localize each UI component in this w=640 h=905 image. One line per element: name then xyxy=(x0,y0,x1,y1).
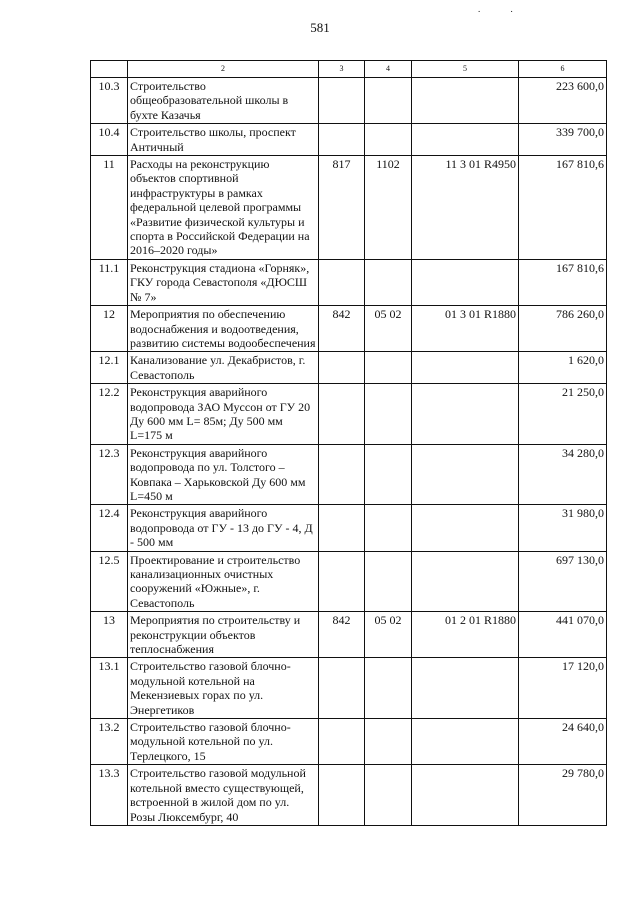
row-code-5: 01 3 01 R1880 xyxy=(412,306,519,352)
row-number: 12 xyxy=(91,306,128,352)
row-number: 12.1 xyxy=(91,352,128,384)
row-name: Мероприятия по строительству и реконструкции объектов теплоснабжения xyxy=(128,612,319,658)
row-code-4: 05 02 xyxy=(365,612,412,658)
row-number: 10.3 xyxy=(91,78,128,124)
row-name: Реконструкция аварийного водопровода по ул. Толстого – Ковпака – Харьковской Ду 600 мм L=450 м xyxy=(128,444,319,505)
row-name: Реконструкция аварийного водопровода ЗАО Муссон от ГУ 20 Ду 600 мм L= 85м; Ду 500 мм L=175 м xyxy=(128,384,319,445)
row-code-5 xyxy=(412,78,519,124)
row-code-4 xyxy=(365,658,412,719)
row-code-3 xyxy=(319,551,365,612)
table-row xyxy=(91,551,607,612)
row-sum: 1 620,0 xyxy=(519,352,607,384)
row-code-5 xyxy=(412,505,519,551)
row-name: Расходы на реконструкцию объектов спортивной инфраструктуры в рамках федеральной целевой программы «Развитие физической культуры и спорта в Российской Федерации на 2016–2020 годы» xyxy=(128,156,319,260)
row-code-3: 842 xyxy=(319,306,365,352)
corner-marks: . . xyxy=(478,4,527,14)
table-row xyxy=(91,658,607,719)
row-sum: 697 130,0 xyxy=(519,551,607,612)
row-sum: 167 810,6 xyxy=(519,259,607,305)
row-name: Строительство общеобразовательной школы в бухте Казачья xyxy=(128,78,319,124)
table-row xyxy=(91,259,607,305)
table-row xyxy=(91,306,607,352)
table-header-row xyxy=(91,61,607,78)
row-code-3 xyxy=(319,505,365,551)
column-header: 6 xyxy=(519,61,607,78)
row-number: 13 xyxy=(91,612,128,658)
row-number: 13.3 xyxy=(91,765,128,826)
row-number: 11 xyxy=(91,156,128,260)
row-code-4 xyxy=(365,352,412,384)
row-sum: 786 260,0 xyxy=(519,306,607,352)
column-header: 2 xyxy=(128,61,319,78)
row-number: 12.5 xyxy=(91,551,128,612)
page-number: 581 xyxy=(310,20,330,35)
row-name: Строительство газовой блочно-модульной котельной на Мекензиевых горах по ул. Энергетиков xyxy=(128,658,319,719)
row-code-4 xyxy=(365,384,412,445)
row-code-5 xyxy=(412,444,519,505)
column-header: 4 xyxy=(365,61,412,78)
row-code-3 xyxy=(319,658,365,719)
row-sum: 34 280,0 xyxy=(519,444,607,505)
table-row xyxy=(91,719,607,765)
table-row xyxy=(91,505,607,551)
row-code-4 xyxy=(365,124,412,156)
row-number: 12.3 xyxy=(91,444,128,505)
table-row xyxy=(91,444,607,505)
row-name: Канализование ул. Декабристов, г. Севастополь xyxy=(128,352,319,384)
column-header: 3 xyxy=(319,61,365,78)
table-row xyxy=(91,124,607,156)
row-code-3 xyxy=(319,78,365,124)
row-sum: 29 780,0 xyxy=(519,765,607,826)
row-code-4 xyxy=(365,551,412,612)
row-code-5 xyxy=(412,719,519,765)
row-code-5 xyxy=(412,384,519,445)
row-code-3 xyxy=(319,352,365,384)
row-code-3 xyxy=(319,124,365,156)
row-sum: 223 600,0 xyxy=(519,78,607,124)
row-name: Строительство газовой модульной котельной вместо существующей, встроенной в жилой дом по ул. Розы Люксембург, 40 xyxy=(128,765,319,826)
row-sum: 339 700,0 xyxy=(519,124,607,156)
row-number: 12.4 xyxy=(91,505,128,551)
row-sum: 17 120,0 xyxy=(519,658,607,719)
table-row xyxy=(91,384,607,445)
row-name: Строительство газовой блочно-модульной котельной по ул. Терлецкого, 15 xyxy=(128,719,319,765)
row-sum: 24 640,0 xyxy=(519,719,607,765)
row-code-3 xyxy=(319,444,365,505)
table-row xyxy=(91,612,607,658)
table-row xyxy=(91,78,607,124)
row-code-5 xyxy=(412,124,519,156)
row-number: 10.4 xyxy=(91,124,128,156)
row-code-3 xyxy=(319,719,365,765)
row-number: 12.2 xyxy=(91,384,128,445)
table-row xyxy=(91,352,607,384)
row-number: 13.2 xyxy=(91,719,128,765)
row-name: Реконструкция аварийного водопровода от ГУ - 13 до ГУ - 4, Д - 500 мм xyxy=(128,505,319,551)
row-name: Реконструкция стадиона «Горняк», ГКУ города Севастополя «ДЮСШ № 7» xyxy=(128,259,319,305)
budget-table xyxy=(90,60,607,826)
row-code-5: 01 2 01 R1880 xyxy=(412,612,519,658)
row-code-4 xyxy=(365,765,412,826)
row-code-5 xyxy=(412,259,519,305)
row-code-5: 11 3 01 R4950 xyxy=(412,156,519,260)
row-code-4 xyxy=(365,259,412,305)
row-code-5 xyxy=(412,658,519,719)
row-code-5 xyxy=(412,551,519,612)
row-sum: 31 980,0 xyxy=(519,505,607,551)
row-code-3 xyxy=(319,765,365,826)
row-code-3 xyxy=(319,384,365,445)
row-code-4: 05 02 xyxy=(365,306,412,352)
row-number: 11.1 xyxy=(91,259,128,305)
row-code-4 xyxy=(365,78,412,124)
row-sum: 441 070,0 xyxy=(519,612,607,658)
row-code-4 xyxy=(365,719,412,765)
table-row xyxy=(91,765,607,826)
row-code-3: 817 xyxy=(319,156,365,260)
column-header: 5 xyxy=(412,61,519,78)
row-code-3 xyxy=(319,259,365,305)
row-code-3: 842 xyxy=(319,612,365,658)
row-sum: 167 810,6 xyxy=(519,156,607,260)
row-code-4: 1102 xyxy=(365,156,412,260)
row-code-5 xyxy=(412,765,519,826)
row-code-4 xyxy=(365,444,412,505)
column-header xyxy=(91,61,128,78)
row-name: Проектирование и строительство канализационных очистных сооружений «Южные», г. Севастополь xyxy=(128,551,319,612)
row-sum: 21 250,0 xyxy=(519,384,607,445)
table-row xyxy=(91,156,607,260)
row-code-4 xyxy=(365,505,412,551)
row-name: Мероприятия по обеспечению водоснабжения и водоотведения, развитию системы водообеспечения xyxy=(128,306,319,352)
row-number: 13.1 xyxy=(91,658,128,719)
row-name: Строительство школы, проспект Античный xyxy=(128,124,319,156)
row-code-5 xyxy=(412,352,519,384)
